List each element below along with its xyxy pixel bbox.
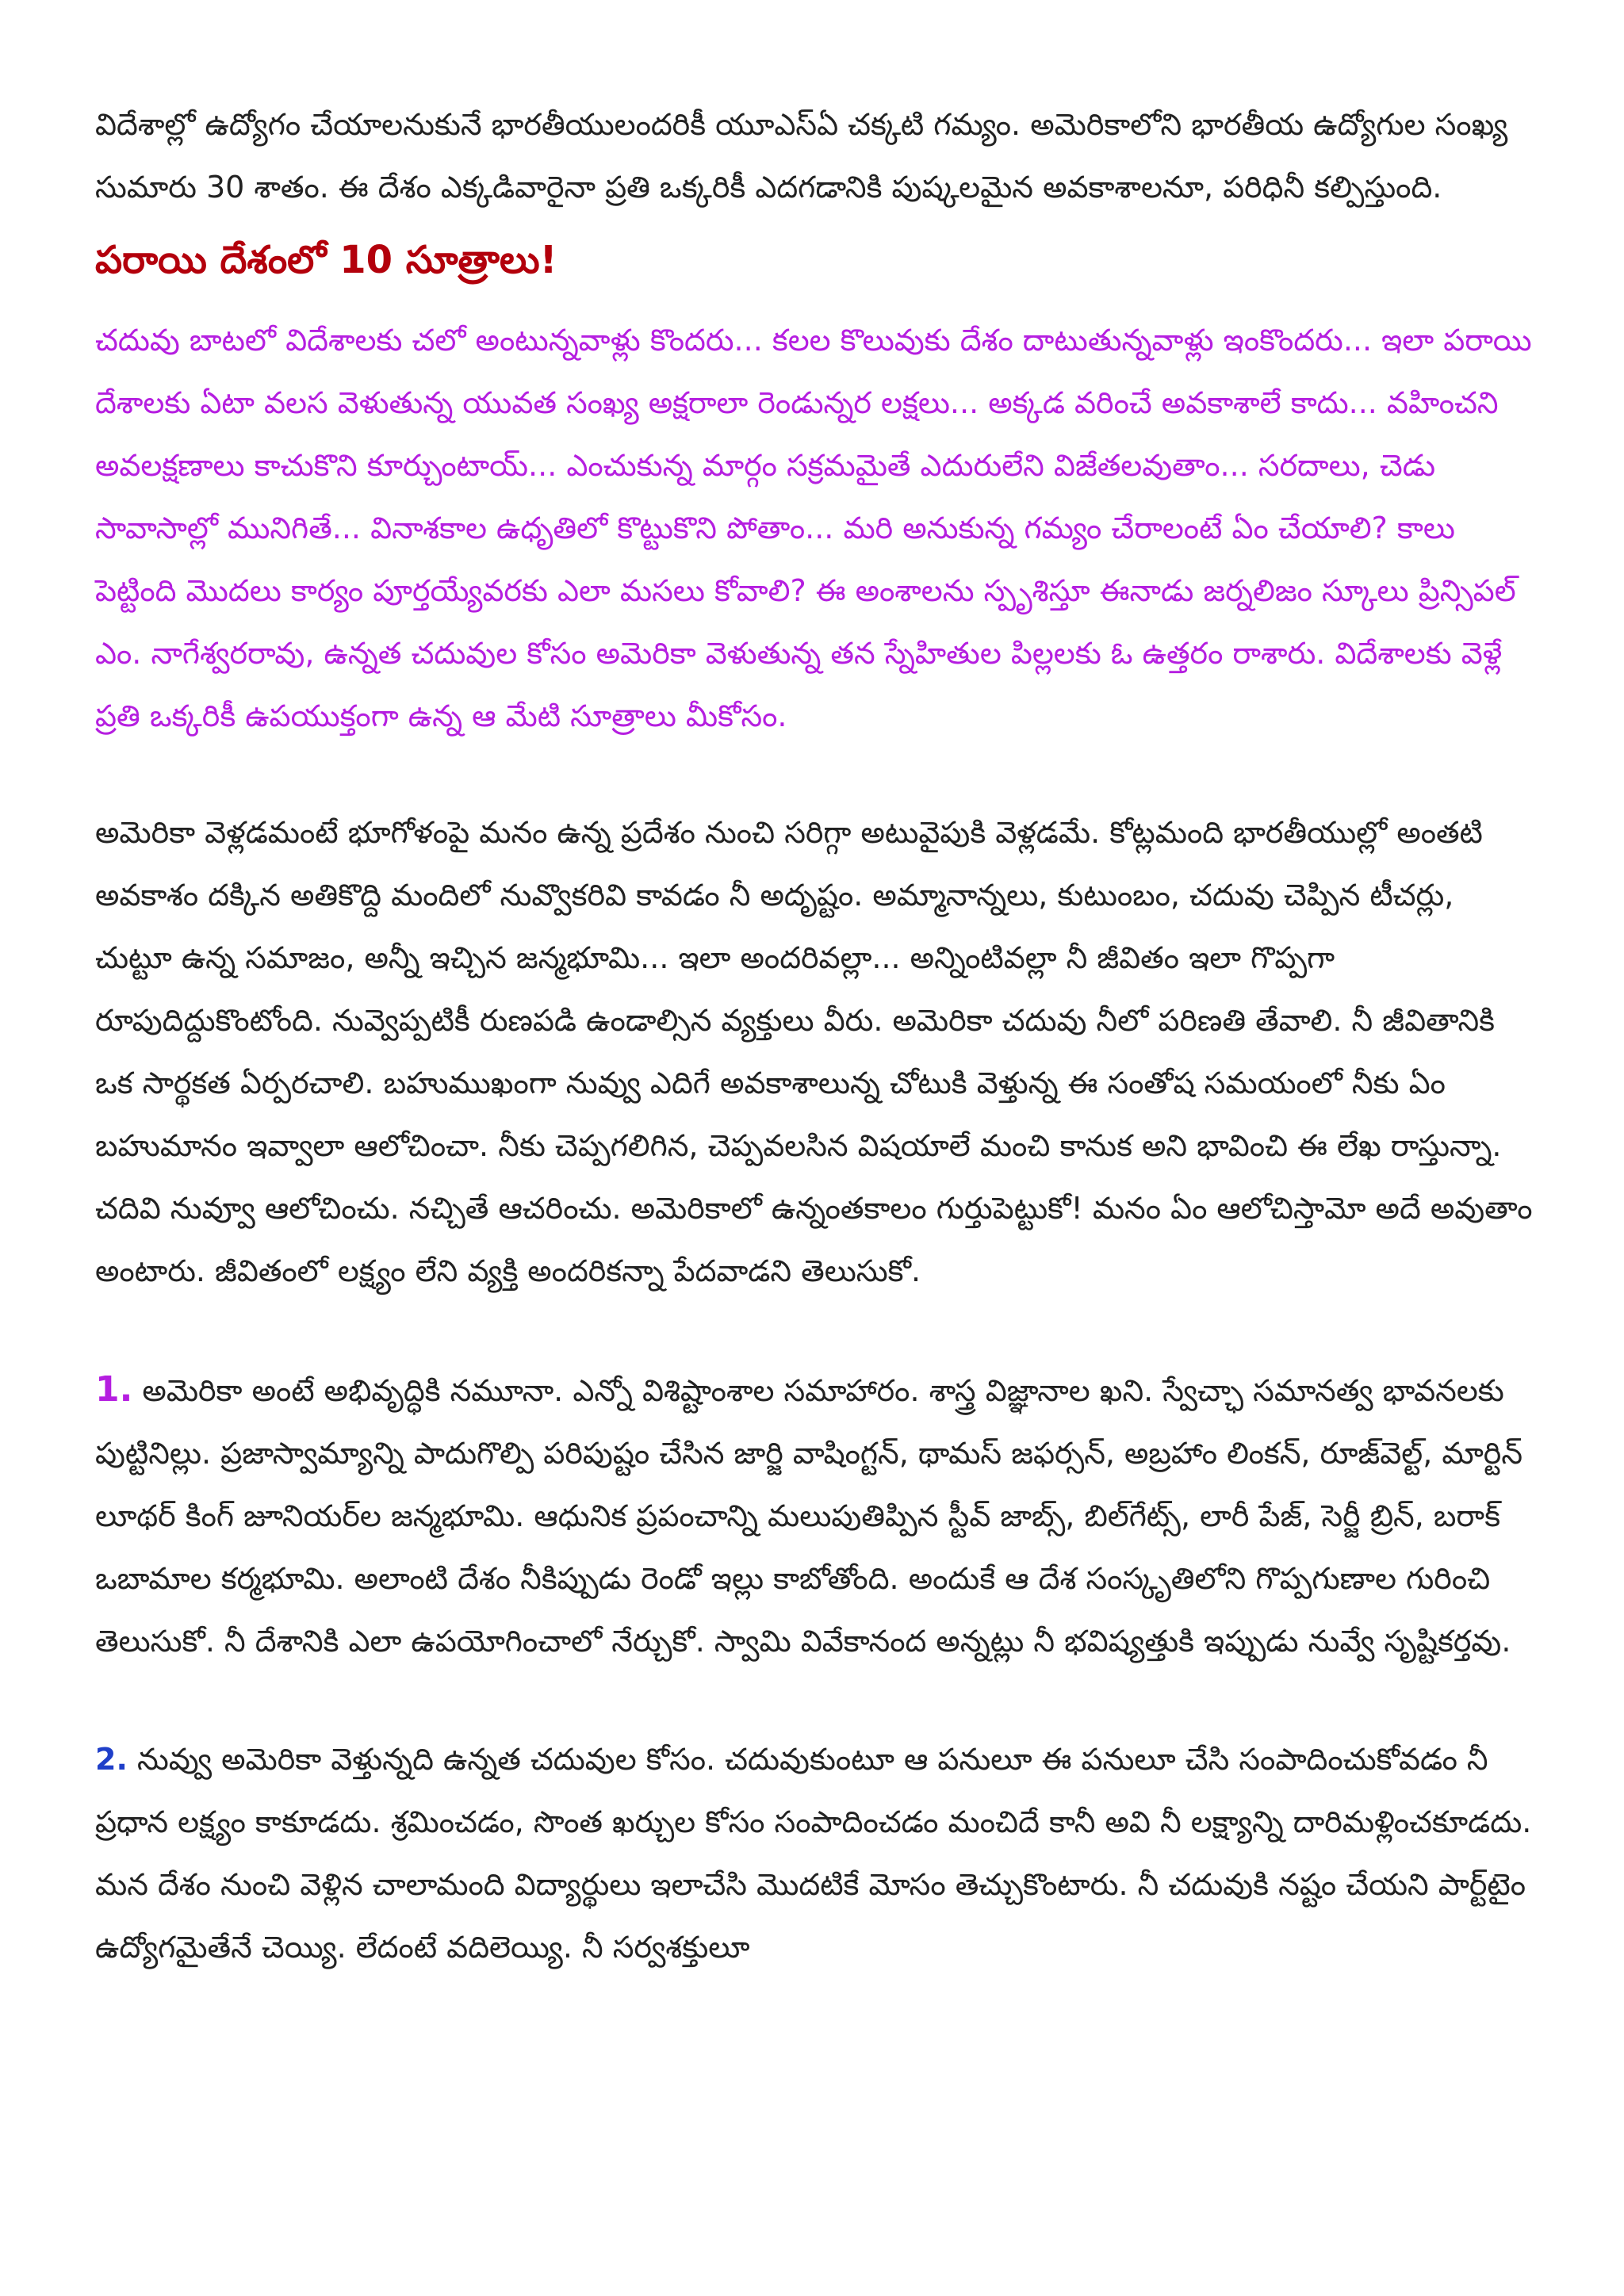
point-1-number: 1. (95, 1369, 133, 1410)
lead-paragraph: చదువు బాటలో విదేశాలకు చలో అంటున్నవాళ్లు కొందరు... కలల కొలువుకు దేశం దాటుతున్నవాళ్లు ఇంకొందరు... ఇలా పరాయి దేశాలకు ఏటా వలస వెళుతున్న యువత సంఖ్య అక్షరాలా రెండున్నర లక్షలు... అక్కడ వరించే అవకాశాలే కాదు... వహించని అవలక్షణాలు కాచుకొని కూర్చుంటాయ్‌... ఎంచుకున్న మార్గం సక్రమమైతే ఎదురులేని విజేతలవుతాం... సరదాలు, చెడు సావాసాల్లో మునిగితే... వినాశకాల ఉధృతిలో కొట్టుకొని పోతాం... మరి అనుకున్న గమ్యం చేరాలంటే ఏం చేయాలి? కాలు పెట్టింది మొదలు కార్యం పూర్తయ్యేవరకు ఎలా మసలు కోవాలి? ఈ అంశాలను స్పృశిస్తూ ఈనాడు జర్నలిజం స్కూలు ప్రిన్సిపల్‌ ఎం. నాగేశ్వరరావు, ఉన్నత చదువుల కోసం అమెరికా వెళుతున్న తన స్నేహితుల పిల్లలకు ఓ ఉత్తరం రాశారు. విదేశాలకు వెళ్లే ప్రతి ఒక్కరికీ ఉపయుక్తంగా ఉన్న ఆ మేటి సూత్రాలు మీకోసం. (95, 323, 1532, 733)
intro-paragraph: విదేశాల్లో ఉద్యోగం చేయాలనుకునే భారతీయులందరికీ యూఎస్‌ఏ చక్కటి గమ్యం. అమెరికాలోని భారతీయ ఉద్యోగుల సంఖ్య సుమారు 30 శాతం. ఈ దేశం ఎక్కడివారైనా ప్రతి ఒక్కరికీ ఎదగడానికి పుష్కలమైన అవకాశాలనూ, పరిధినీ కల్పిస్తుంది. (95, 107, 1508, 205)
article-heading: పరాయి దేశంలో 10 సూత్రాలు! (95, 238, 557, 282)
point-2-number: 2. (95, 1742, 128, 1777)
point-1 (95, 1358, 1538, 1673)
article (95, 94, 1538, 1979)
point-2 (95, 1728, 1538, 1979)
body-paragraph: అమెరికా వెళ్లడమంటే భూగోళంపై మనం ఉన్న ప్రదేశం నుంచి సరిగ్గా అటువైపుకి వెళ్లడమే. కోట్లమంది భారతీయుల్లో అంతటి అవకాశం దక్కిన అతికొద్ది మందిలో నువ్వొకరివి కావడం నీ అదృష్టం. అమ్మానాన్నలు, కుటుంబం, చదువు చెప్పిన టీచర్లు, చుట్టూ ఉన్న సమాజం, అన్నీ ఇచ్చిన జన్మభూమి... ఇలా అందరివల్లా... అన్నింటివల్లా నీ జీవితం ఇలా గొప్పగా రూపుదిద్దుకొంటోంది. నువ్వెప్పటికీ రుణపడి ఉండాల్సిన వ్యక్తులు వీరు. అమెరికా చదువు నీలో పరిణతి తేవాలి. నీ జీవితానికి ఒక సార్థకత ఏర్పరచాలి. బహుముఖంగా నువ్వు ఎదిగే అవకాశాలున్న చోటుకి వెళ్తున్న ఈ సంతోష సమయంలో నీకు ఏం బహుమానం ఇవ్వాలా ఆలోచించా. నీకు చెప్పగలిగిన, చెప్పవలసిన విషయాలే మంచి కానుక అని భావించి ఈ లేఖ రాస్తున్నా. చదివి నువ్వూ ఆలోచించు. నచ్చితే ఆచరించు. అమెరికాలో ఉన్నంతకాలం గుర్తుపెట్టుకో! మనం ఏం ఆలోచిస్తామో అదే అవుతాం అంటారు. జీవితంలో లక్ష్యం లేని వ్యక్తి అందరికన్నా పేదవాడని తెలుసుకో. (95, 815, 1533, 1288)
point-2-text: నువ్వు అమెరికా వెళ్తున్నది ఉన్నత చదువుల కోసం. చదువుకుంటూ ఆ పనులూ ఈ పనులూ చేసి సంపాదించుకోవడం నీ ప్రధాన లక్ష్యం కాకూడదు. శ్రమించడం, సొంత ఖర్చుల కోసం సంపాదించడం మంచిదే కానీ అవి నీ లక్ష్యాన్ని దారిమళ్లించకూడదు. మన దేశం నుంచి వెళ్లిన చాలామంది విద్యార్థులు ఇలాచేసి మొదటికే మోసం తెచ్చుకొంటారు. నీ చదువుకి నష్టం చేయని పార్ట్‌టైం ఉద్యోగమైతేనే చెయ్యి. లేదంటే వదిలెయ్యి. నీ సర్వశక్తులూ (95, 1742, 1532, 1965)
point-1-text: అమెరికా అంటే అభివృద్ధికి నమూనా. ఎన్నో విశిష్టాంశాల సమాహారం. శాస్త్ర విజ్ఞానాల ఖని. స్వేచ్ఛా సమానత్వ భావనలకు పుట్టినిల్లు. ప్రజాస్వామ్యాన్ని పాదుగొల్పి పరిపుష్టం చేసిన జార్జి వాషింగ్టన్‌, థామస్‌ జఫర్సన్‌, అబ్రహాం లింకన్‌, రూజ్‌వెల్ట్‌, మార్టిన్‌ లూథర్‌ కింగ్‌ జూనియర్‌ల జన్మభూమి. ఆధునిక ప్రపంచాన్ని మలుపుతిప్పిన స్టీవ్‌ జాబ్స్‌, బిల్‌గేట్స్‌, లారీ పేజ్‌, సెర్జీ బ్రిన్‌, బరాక్‌ ఒబామాల కర్మభూమి. అలాంటి దేశం నీకిప్పుడు రెండో ఇల్లు కాబోతోంది. అందుకే ఆ దేశ సంస్కృతిలోని గొప్పగుణాల గురించి తెలుసుకో. నీ దేశానికి ఎలా ఉపయోగించాలో నేర్చుకో. స్వామి వివేకానంద అన్నట్లు నీ భవిష్యత్తుకి ఇప్పుడు నువ్వే సృష్టికర్తవు. (95, 1373, 1523, 1659)
